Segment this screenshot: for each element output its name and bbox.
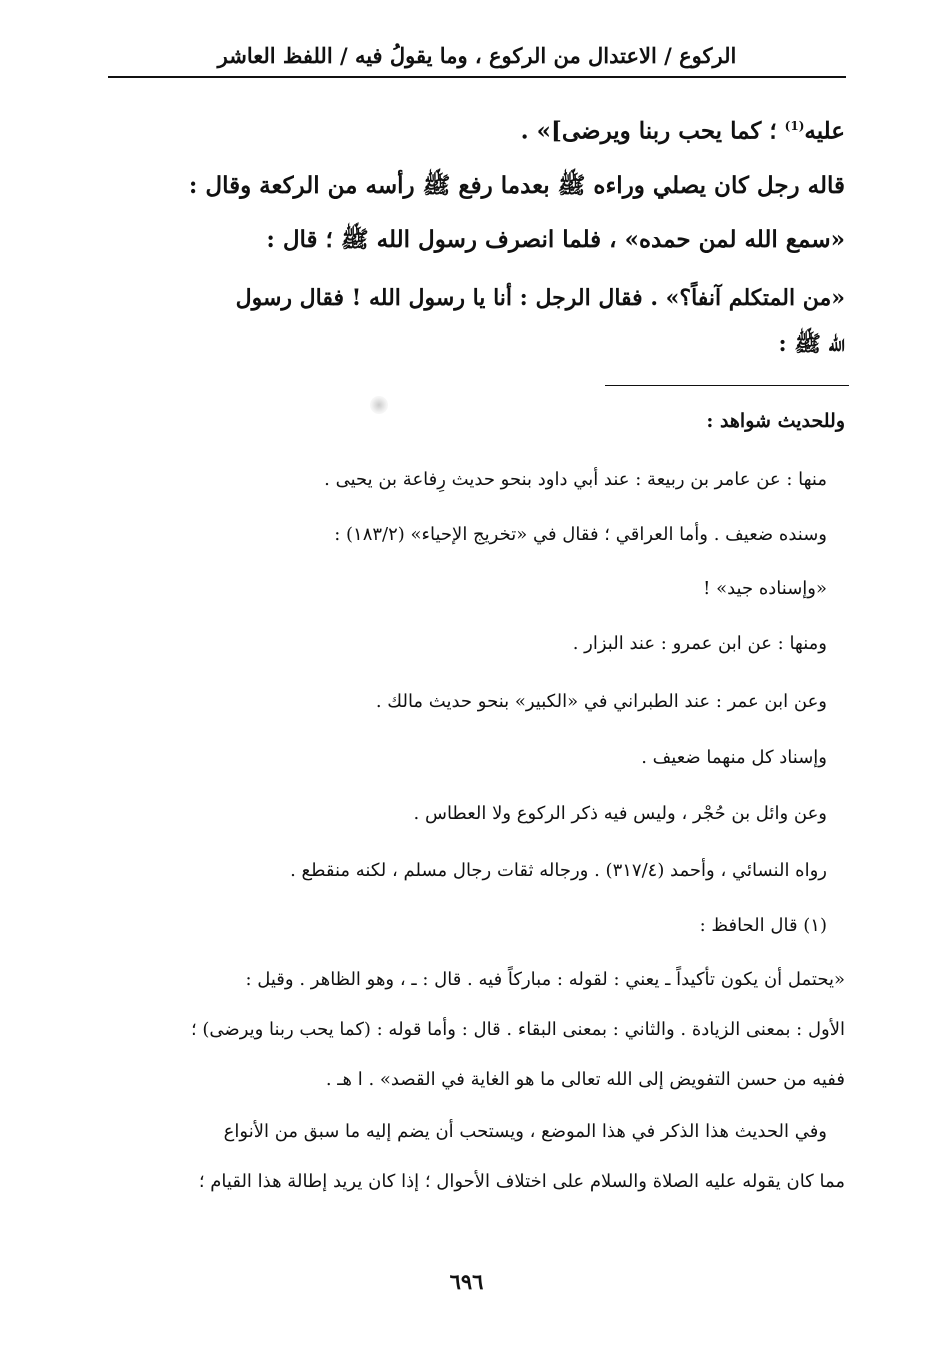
note-line-1: منها : عن عامر بن ربيعة : عند أبي داود بنحو حديث رِفاعة بن يحيى . (324, 469, 827, 490)
body-line-3: «سمع الله لمن حمده» ، فلما انصرف رسول الله ﷺ ؛ قال : (266, 226, 845, 253)
running-header: الركوع / الاعتدال من الركوع ، وما يقولُ فيه / اللفظ العاشر (217, 43, 737, 68)
note-line-7: وعن وائل بن حُجْر ، وليس فيه ذكر الركوع ولا العطاس . (413, 803, 827, 824)
footnote-line-2: الأول : بمعنى الزيادة . والثاني : بمعنى البقاء . قال : وأما قوله : (كما يحب ربنا ويرضى) ؛ (190, 1019, 845, 1040)
note-line-2: وسنده ضعيف . وأما العراقي ؛ فقال في «تخريج الإحياء» (١٨٣/٢) : (334, 524, 827, 545)
footnote-marker[interactable]: (1) (784, 119, 805, 133)
footnote-line-3: ففيه من حسن التفويض إلى الله تعالى ما هو الغاية في القصد» . ا هـ . (325, 1069, 845, 1090)
body-line-1 (106, 106, 845, 152)
footnote-separator (605, 385, 849, 386)
note-line-5: وعن ابن عمر : عند الطبراني في «الكبير» بنحو حديث مالك . (375, 691, 827, 712)
note-line-4: ومنها : عن ابن عمرو : عند البزار . (572, 633, 827, 654)
body-line-2: قاله رجل كان يصلي وراءه ﷺ بعدما رفع ﷺ رأسه من الركعة وقال : (188, 172, 845, 199)
body-line-5: الله ﷺ : (778, 331, 845, 357)
body-line-4: «من المتكلم آنفاً؟» . فقال الرجل : أنا يا رسول الله ! فقال رسول (235, 285, 845, 311)
footnote-title: (١) قال الحافظ : (699, 915, 827, 936)
notes-heading: وللحديث شواهد : (706, 410, 845, 432)
note-line-8: رواه النسائي ، وأحمد (٣١٧/٤) . ورجاله ثقات رجال مسلم ، لكنه منقطع . (290, 860, 827, 881)
body-line-1-start: عليه (804, 117, 845, 145)
footnote-line-1: «يحتمل أن يكون تأكيداً ـ يعني : لقوله : مباركاً فيه . قال : ـ ، وهو الظاهر . وقيل : (245, 969, 845, 990)
header-rule (108, 76, 846, 78)
body-line-1-end: ؛ كما يحب ربنا ويرضى]» . (520, 117, 785, 145)
note-line-3: «وإسناده جيد» ! (703, 578, 827, 599)
footnote-line-4: وفي الحديث هذا الذكر في هذا الموضع ، ويستحب أن يضم إليه ما سبق من الأنواع (223, 1121, 827, 1142)
footnote-line-5: مما كان يقوله عليه الصلاة والسلام على اختلاف الأحوال ؛ إذا كان يريد إطالة هذا القيام ؛ (198, 1171, 845, 1192)
page-number: ٦٩٦ (449, 1269, 484, 1294)
note-line-6: وإسناد كل منهما ضعيف . (641, 747, 827, 768)
